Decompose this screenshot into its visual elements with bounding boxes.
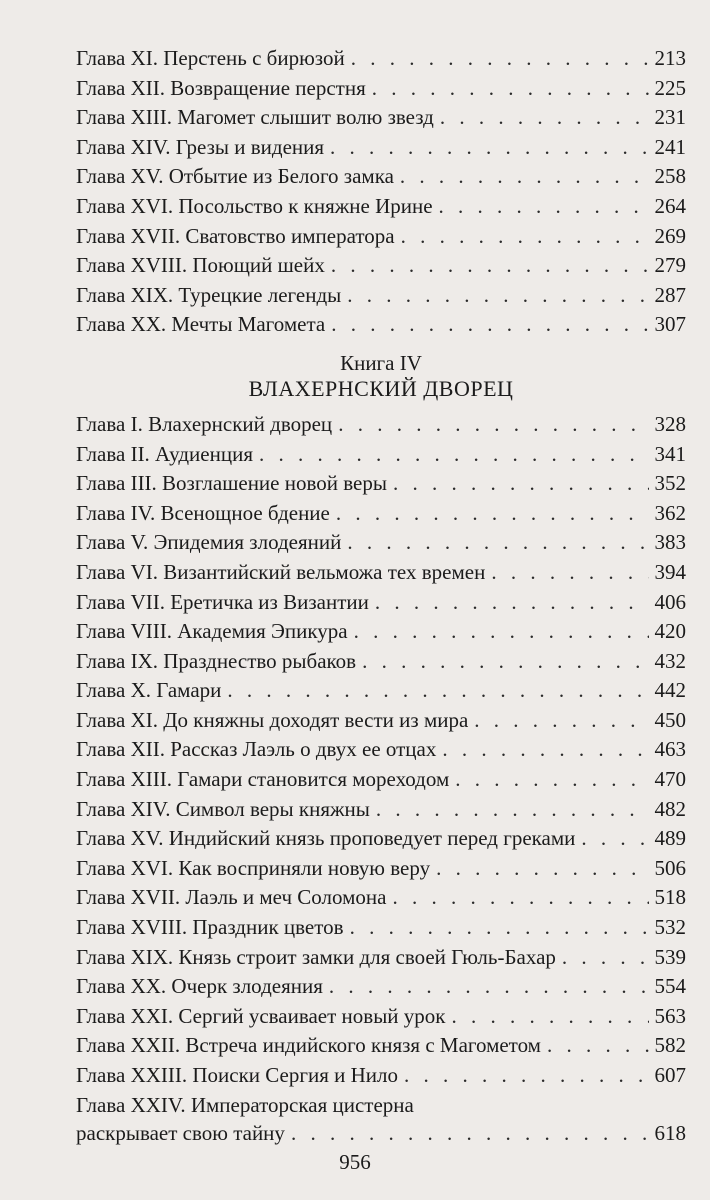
toc-entry	[76, 706, 686, 736]
dot-leader	[442, 735, 648, 765]
toc-entry-page: 406	[654, 589, 686, 614]
dot-leader	[291, 1119, 649, 1149]
dot-leader	[338, 410, 648, 440]
toc-entry-title: Глава XII. Рассказ Лаэль о двух ее отцах	[76, 737, 437, 762]
toc-entry	[76, 310, 686, 340]
dot-leader	[393, 469, 649, 499]
toc-entry-page: 420	[654, 619, 686, 644]
dot-leader	[227, 676, 648, 706]
toc-entry-title: Глава V. Эпидемия злодеяний	[76, 530, 342, 555]
toc-entry-title: Глава XXIII. Поиски Сергия и Нило	[76, 1063, 399, 1087]
book-title: ВЛАХЕРНСКИЙ ДВОРЕЦ	[248, 375, 514, 401]
dot-leader	[401, 222, 649, 252]
dot-leader	[547, 1031, 649, 1061]
toc-entry-title: Глава III. Возглашение новой веры	[76, 471, 387, 496]
toc-entry	[76, 251, 686, 281]
toc-entry	[76, 913, 686, 943]
toc-entry-page: 450	[654, 707, 686, 732]
toc-entry-title-line2: раскрывает свою тайну	[76, 1120, 285, 1145]
toc-entry-title: Глава IV. Всенощное бдение	[76, 500, 330, 525]
dot-leader	[455, 765, 648, 795]
toc-entry-page: 307	[654, 312, 686, 337]
toc-entry-title: Глава XVII. Лаэль и меч Соломона	[76, 885, 387, 910]
dot-leader	[404, 1061, 648, 1091]
dot-leader	[439, 192, 649, 222]
toc-entry-page: 241	[654, 134, 686, 159]
toc-entry-page: 489	[654, 826, 686, 851]
toc-entry	[76, 795, 686, 825]
toc-entry-title: Глава XVII. Сватовство императора	[76, 223, 395, 248]
toc-entry	[76, 1061, 686, 1091]
dot-leader	[259, 440, 649, 470]
toc-entry	[76, 647, 686, 677]
toc-section-top	[76, 44, 686, 340]
toc-entry-title: Глава XVI. Как восприняли новую веру	[76, 855, 431, 880]
dot-leader	[491, 558, 648, 588]
dot-leader	[452, 1002, 649, 1032]
toc-entry	[76, 192, 686, 222]
dot-leader	[347, 281, 648, 311]
toc-entry-title: Глава XV. Индийский князь проповедует перед греками	[76, 826, 576, 851]
book-heading	[76, 350, 686, 402]
toc-entry-title: Глава XX. Очерк злодеяния	[76, 974, 323, 999]
toc-entry-title: Глава XIII. Магомет слышит волю звезд	[76, 105, 434, 130]
toc-entry-page: 394	[654, 559, 686, 584]
toc-entry-title: Глава XXII. Встреча индийского князя с Магометом	[76, 1033, 541, 1058]
toc-entry-page: 470	[654, 767, 686, 792]
toc-entry-page: 482	[654, 796, 686, 821]
table-of-contents	[76, 44, 686, 1148]
toc-entry-page: 554	[654, 974, 686, 999]
toc-entry	[76, 943, 686, 973]
toc-section-book-iv	[76, 410, 686, 1091]
toc-entry-page: 264	[654, 193, 686, 218]
toc-entry	[76, 499, 686, 529]
toc-entry-title: Глава VI. Византийский вельможа тех времен	[76, 559, 486, 584]
toc-entry-page: 582	[654, 1033, 686, 1058]
toc-entry	[76, 1002, 686, 1032]
toc-entry-title: Глава XXI. Сергий усваивает новый урок	[76, 1003, 446, 1028]
toc-entry-page: 432	[654, 648, 686, 673]
dot-leader	[331, 251, 649, 281]
toc-entry-page: 518	[654, 885, 686, 910]
dot-leader	[354, 617, 649, 647]
toc-entry-page: 258	[654, 164, 686, 189]
toc-entry	[76, 972, 686, 1002]
toc-entry-title-line1: Глава XXIV. Императорская цистерна	[76, 1092, 414, 1117]
toc-entry-title: Глава XIX. Князь строит замки для своей Гюль-Бахар	[76, 944, 556, 969]
toc-entry	[76, 765, 686, 795]
toc-entry-title: Глава XVIII. Праздник цветов	[76, 915, 344, 940]
toc-entry	[76, 528, 686, 558]
toc-entry-title: Глава VII. Еретичка из Византии	[76, 589, 369, 614]
toc-entry-page: 213	[654, 46, 686, 70]
dot-leader	[436, 854, 648, 884]
toc-entry	[76, 883, 686, 913]
toc-entry-title: Глава XX. Мечты Магомета	[76, 312, 326, 337]
toc-entry-title: Глава XV. Отбытие из Белого замка	[76, 164, 394, 189]
toc-entry	[76, 44, 686, 74]
toc-entry-title: Глава VIII. Академия Эпикура	[76, 619, 348, 644]
toc-entry-title: Глава XIV. Символ веры княжны	[76, 796, 370, 821]
toc-entry	[76, 588, 686, 618]
dot-leader	[376, 795, 649, 825]
toc-entry-page: 269	[654, 223, 686, 248]
toc-entry	[76, 824, 686, 854]
toc-entry-title: Глава XVIII. Поющий шейх	[76, 253, 325, 278]
toc-entry	[76, 74, 686, 104]
toc-entry-multiline	[76, 1091, 686, 1149]
toc-entry	[76, 735, 686, 765]
dot-leader	[350, 913, 649, 943]
toc-entry	[76, 440, 686, 470]
toc-entry-page: 279	[654, 253, 686, 278]
toc-entry	[76, 1031, 686, 1061]
toc-entry-page: 442	[654, 678, 686, 703]
toc-entry-line2	[76, 1119, 686, 1149]
toc-entry-page: 563	[654, 1003, 686, 1028]
toc-entry	[76, 410, 686, 440]
dot-leader	[400, 162, 649, 192]
toc-entry	[76, 281, 686, 311]
toc-entry	[76, 558, 686, 588]
toc-entry-title: Глава XI. До княжны доходят вести из мира	[76, 707, 469, 732]
toc-entry-page: 532	[654, 915, 686, 940]
dot-leader	[329, 972, 649, 1002]
toc-entry-title: Глава XIII. Гамари становится мореходом	[76, 767, 450, 792]
toc-entry-page: 618	[654, 1120, 686, 1145]
dot-leader	[562, 943, 649, 973]
toc-entry-page: 463	[654, 737, 686, 762]
toc-entry-page: 506	[654, 855, 686, 880]
toc-entry	[76, 162, 686, 192]
dot-leader	[331, 310, 648, 340]
toc-entry-page: 362	[654, 500, 686, 525]
toc-entry-page: 383	[654, 530, 686, 555]
toc-entry-page: 231	[654, 105, 686, 130]
dot-leader	[336, 499, 649, 529]
toc-entry-page: 328	[654, 411, 686, 436]
toc-entry-title: Глава I. Влахернский дворец	[76, 411, 333, 436]
toc-entry	[76, 676, 686, 706]
toc-entry-page: 539	[654, 944, 686, 969]
dot-leader	[440, 103, 649, 133]
toc-entry	[76, 133, 686, 163]
toc-entry-title: Глава XII. Возвращение перстня	[76, 75, 366, 100]
dot-leader	[375, 588, 649, 618]
toc-entry	[76, 103, 686, 133]
toc-entry-page: 225	[654, 75, 686, 100]
toc-entry	[76, 617, 686, 647]
dot-leader	[372, 74, 649, 104]
toc-entry-page: 341	[654, 441, 686, 466]
dot-leader	[362, 647, 648, 677]
toc-entry-title: Глава IX. Празднество рыбаков	[76, 648, 357, 673]
toc-entry-title: Глава II. Аудиенция	[76, 441, 253, 466]
dot-leader	[330, 133, 648, 163]
toc-entry-page: 287	[654, 282, 686, 307]
dot-leader	[581, 824, 648, 854]
toc-entry-page: 607	[654, 1063, 686, 1087]
toc-entry	[76, 469, 686, 499]
dot-leader	[347, 528, 648, 558]
toc-entry-title: Глава XVI. Посольство к княжне Ирине	[76, 193, 433, 218]
toc-entry-title: Глава XIV. Грезы и видения	[76, 134, 325, 159]
toc-entry	[76, 854, 686, 884]
dot-leader	[474, 706, 648, 736]
dot-leader	[351, 44, 649, 74]
toc-entry-page: 352	[654, 471, 686, 496]
toc-entry	[76, 222, 686, 252]
toc-entry-title: Глава X. Гамари	[76, 678, 222, 703]
book-label: Книга IV	[340, 350, 422, 375]
dot-leader	[392, 883, 648, 913]
toc-entry-title: Глава XIX. Турецкие легенды	[76, 282, 342, 307]
page-number: 956	[339, 1150, 371, 1174]
toc-entry-title: Глава XI. Перстень с бирюзой	[76, 46, 345, 70]
